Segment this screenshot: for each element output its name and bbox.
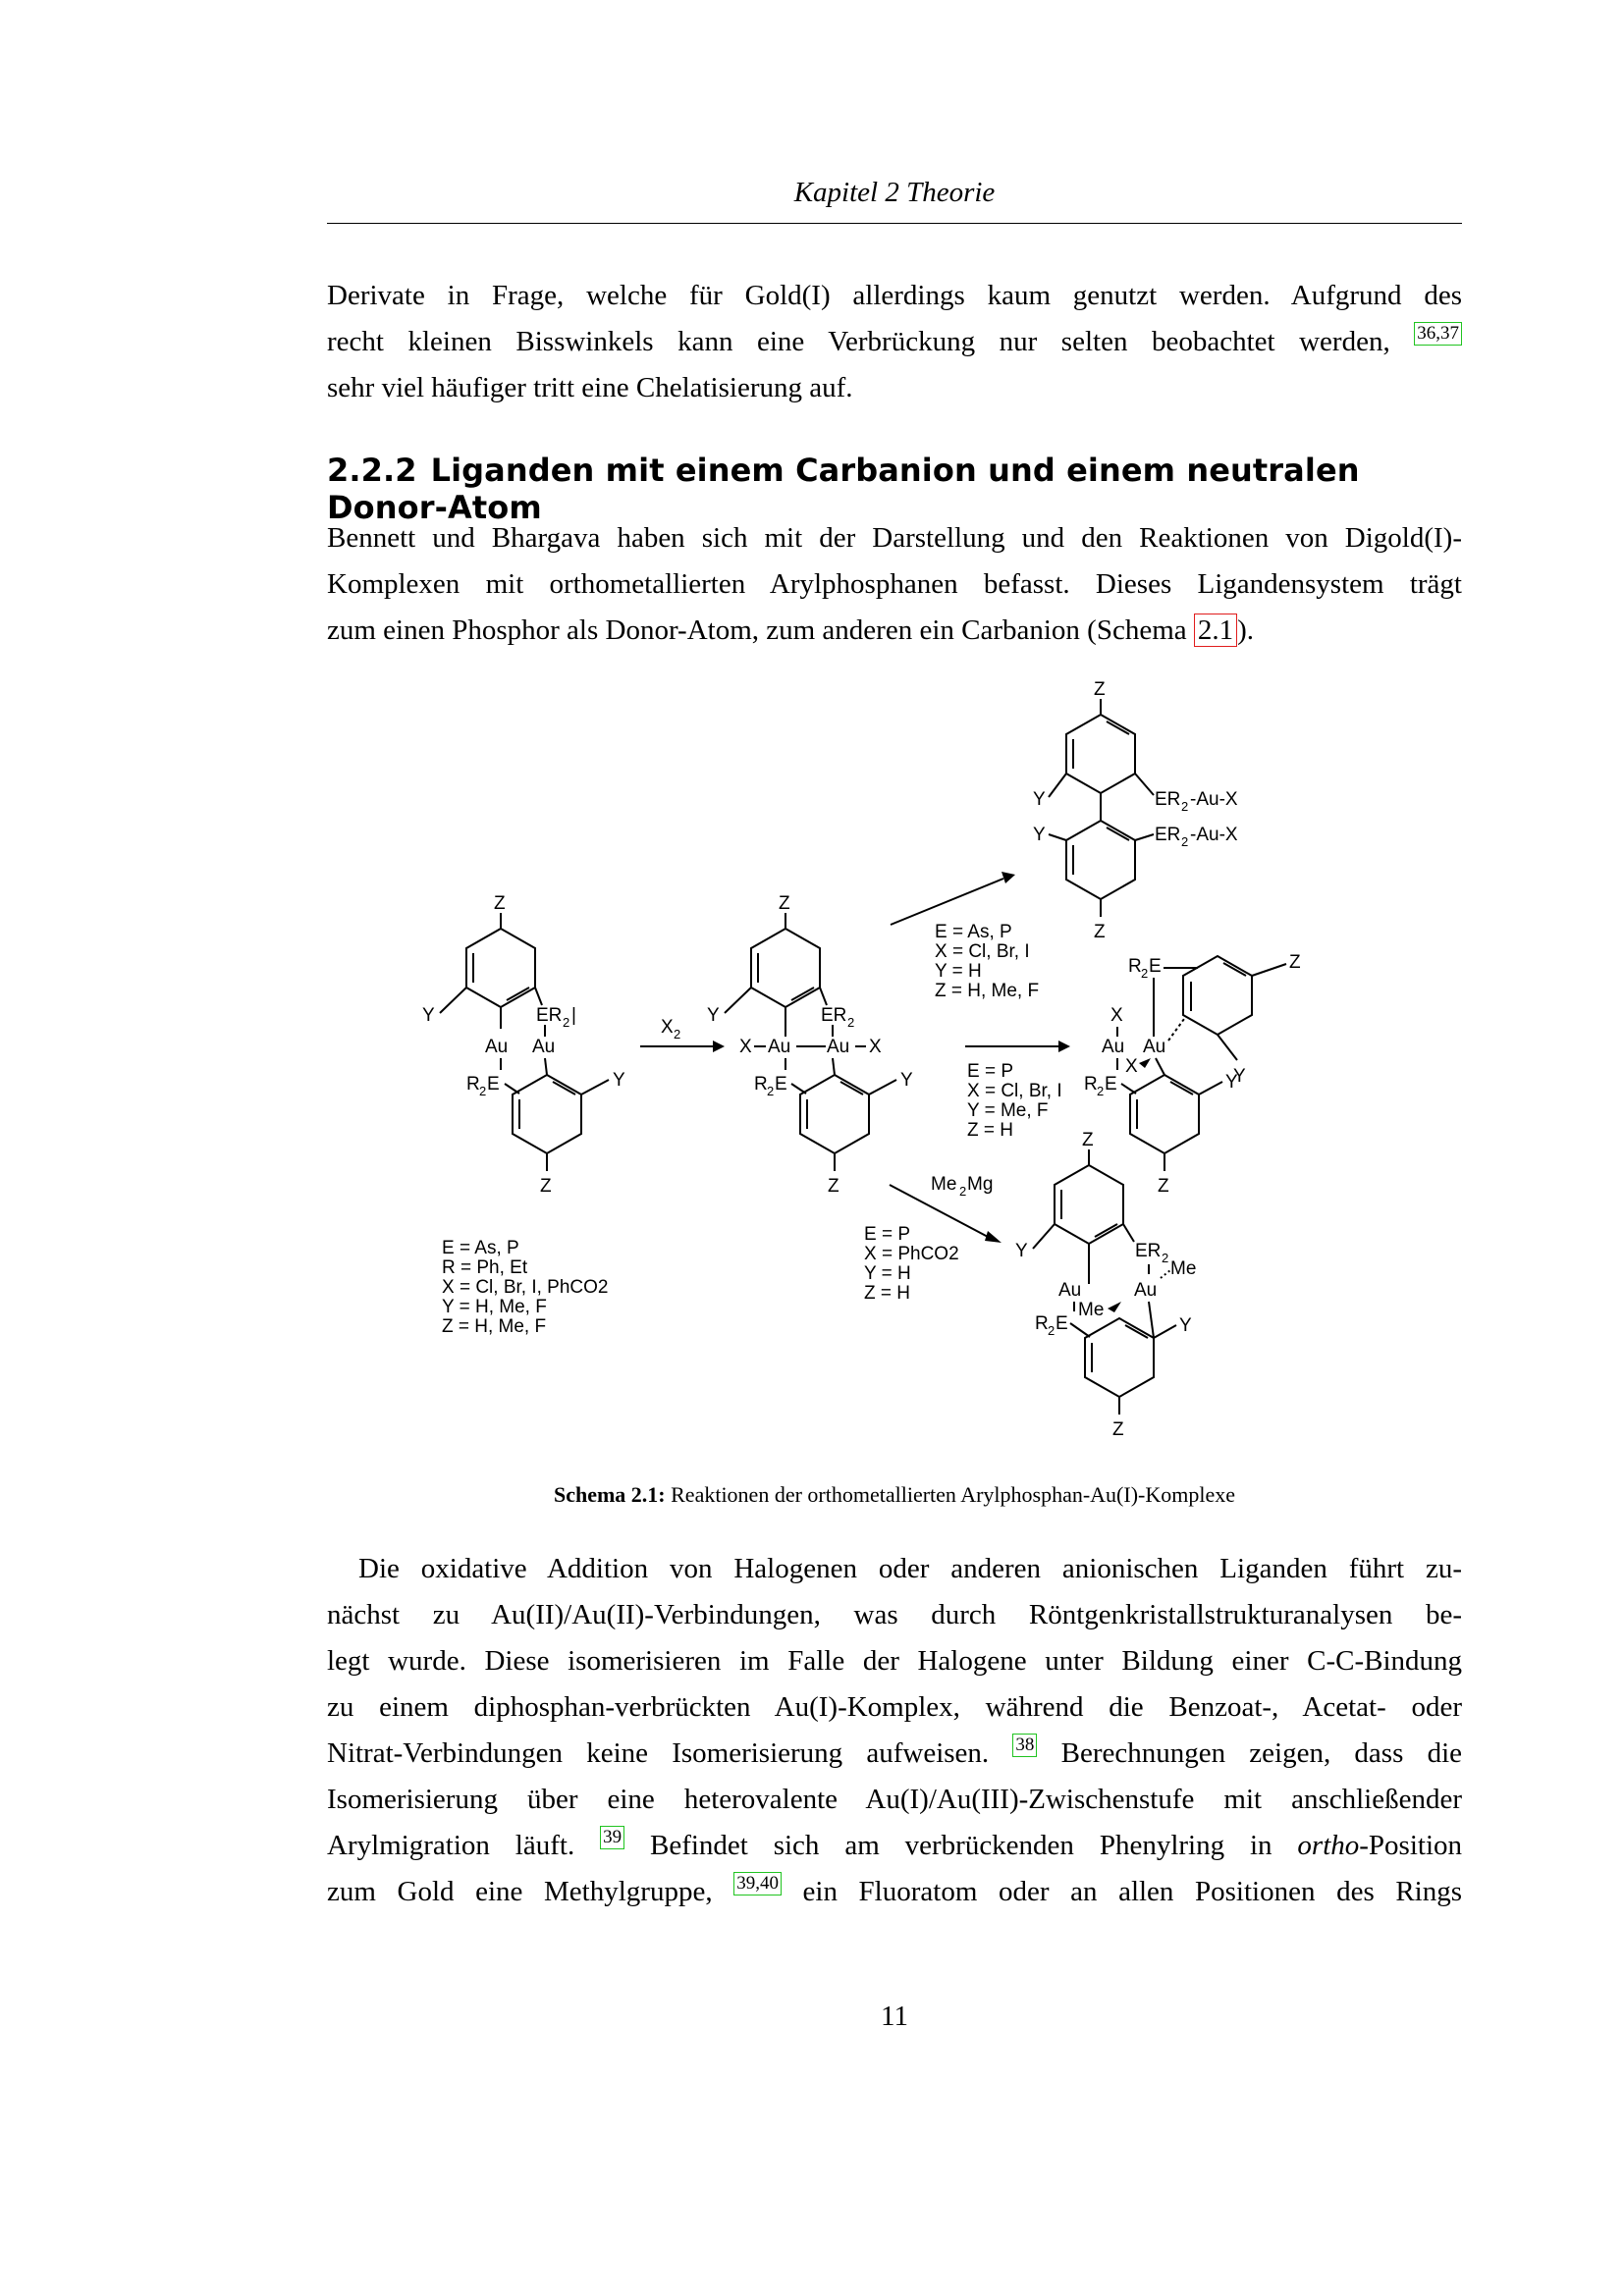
middle-conditions [967, 1061, 1062, 1141]
svg-text:Au: Au [1143, 1037, 1166, 1057]
page-number: 11 [881, 2001, 908, 2032]
svg-text:ER: ER [821, 1005, 847, 1026]
svg-text:Z = H, Me, F: Z = H, Me, F [935, 981, 1040, 1001]
svg-text:Y = H: Y = H [935, 961, 982, 982]
svg-text:ER: ER [1155, 825, 1181, 845]
au2-complex [707, 893, 913, 1197]
svg-text:2: 2 [563, 1015, 570, 1030]
biaryl-product [1033, 679, 1238, 942]
svg-text:X: X [869, 1037, 882, 1057]
section-title: Liganden mit einem Carbanion und einem neutralen Donor-Atom [327, 452, 1360, 526]
text-line: Derivate in Frage, welche für Gold(I) allerdings kaum genutzt werden. Aufgrund des [327, 280, 1462, 311]
svg-text:Mg: Mg [967, 1174, 994, 1195]
au1-au3-product [1084, 952, 1301, 1197]
intro-paragraph [327, 273, 1462, 411]
svg-text:R: R [1084, 1074, 1098, 1095]
svg-text:Au: Au [768, 1037, 791, 1057]
svg-text:E = As, P: E = As, P [442, 1238, 519, 1258]
svg-text:Z: Z [494, 893, 506, 914]
svg-text:Au: Au [485, 1037, 509, 1057]
svg-text:Z: Z [1289, 952, 1301, 973]
starting-complex [422, 893, 625, 1197]
svg-text:E: E [1056, 1313, 1068, 1334]
svg-text:Y: Y [707, 1005, 720, 1026]
svg-text:Au: Au [1134, 1280, 1158, 1301]
svg-text:2: 2 [959, 1184, 967, 1199]
text-line: zu einem diphosphan-verbrückten Au(I)-Komplex, während die Benzoat-, Acetat- oder [327, 1691, 1462, 1723]
svg-text:ER: ER [1135, 1241, 1162, 1261]
svg-text:R: R [1035, 1313, 1049, 1334]
svg-text:Au: Au [532, 1037, 556, 1057]
svg-text:Au: Au [1102, 1037, 1125, 1057]
section-paragraph [327, 515, 1462, 654]
arrow-to-biaryl [891, 879, 1003, 925]
svg-text:E = As, P: E = As, P [935, 922, 1012, 942]
svg-text:Z: Z [540, 1176, 552, 1197]
caption-text: Reaktionen der orthometallierten Arylphosphan-Au(I)-Komplexe [671, 1482, 1236, 1507]
text-fragment: Nitrat-Verbindungen keine Isomerisierung aufweisen. [327, 1737, 990, 1769]
svg-text:Y: Y [1033, 789, 1046, 810]
svg-text:2: 2 [1181, 799, 1189, 814]
svg-text:Y = Me, F: Y = Me, F [967, 1100, 1049, 1121]
svg-text:2: 2 [767, 1084, 775, 1098]
body-paragraph [327, 1546, 1462, 1915]
svg-text:E = P: E = P [864, 1224, 910, 1245]
text-line [327, 1823, 1462, 1869]
text-line: sehr viel häufiger tritt eine Chelatisierung auf. [327, 372, 853, 403]
svg-text:X = Cl, Br, I: X = Cl, Br, I [935, 941, 1030, 962]
svg-text:Au: Au [827, 1037, 850, 1057]
bottom-conditions [864, 1224, 959, 1304]
reagent-x2: X [661, 1017, 674, 1038]
svg-text:X: X [1125, 1056, 1138, 1077]
svg-text:E: E [1149, 956, 1162, 977]
citation-link[interactable]: 39 [600, 1826, 624, 1849]
svg-text:Z = H, Me, F: Z = H, Me, F [442, 1316, 547, 1337]
reagent-me2mg: Me [931, 1174, 957, 1195]
svg-text:|: | [571, 1005, 576, 1026]
svg-text:Y: Y [900, 1070, 913, 1091]
text-line [327, 1869, 1462, 1915]
svg-text:Y: Y [1233, 1066, 1246, 1087]
top-conditions [935, 922, 1039, 1001]
dimethyl-product [1015, 1130, 1196, 1440]
text-line: legt wurde. Diese isomerisieren im Falle der Halogene unter Bildung einer C-C-Bindung [327, 1645, 1462, 1677]
italic-term: ortho [1297, 1830, 1360, 1861]
citation-link[interactable]: 36,37 [1414, 322, 1462, 346]
scheme-caption [327, 1482, 1462, 1508]
svg-text:Z: Z [1082, 1130, 1094, 1150]
svg-text:Y: Y [1179, 1315, 1192, 1336]
text-line: Bennett und Bhargava haben sich mit der Darstellung und den Reaktionen von Digold(I)- [327, 522, 1462, 554]
text-line: nächst zu Au(II)/Au(II)-Verbindungen, was durch Röntgenkristallstrukturanalysen be- [327, 1599, 1462, 1630]
svg-text:2: 2 [479, 1084, 487, 1098]
svg-text:2: 2 [1141, 966, 1149, 981]
svg-text:Z: Z [779, 893, 790, 914]
svg-text:X = Cl, Br, I: X = Cl, Br, I [967, 1081, 1062, 1101]
reaction-scheme [422, 677, 1326, 1472]
svg-text:2: 2 [1181, 834, 1189, 849]
svg-text:R: R [1128, 956, 1142, 977]
svg-text:X = PhCO2: X = PhCO2 [864, 1244, 959, 1264]
svg-text:R: R [754, 1074, 768, 1095]
svg-text:X: X [1110, 1005, 1123, 1026]
svg-text:R = Ph, Et: R = Ph, Et [442, 1257, 528, 1278]
running-header: Kapitel 2 Theorie [793, 177, 996, 208]
svg-text:Au: Au [1058, 1280, 1082, 1301]
svg-text:Me: Me [1170, 1258, 1197, 1279]
svg-text:ER: ER [1155, 789, 1181, 810]
text-line [327, 319, 1462, 365]
text-fragment: zum Gold eine Methylgruppe, [327, 1876, 713, 1907]
svg-text:2: 2 [1097, 1084, 1105, 1098]
svg-text:E = P: E = P [967, 1061, 1013, 1082]
svg-text:Y: Y [613, 1070, 625, 1091]
svg-text:Me: Me [1078, 1300, 1105, 1320]
text-fragment: zum einen Phosphor als Donor-Atom, zum anderen ein Carbanion (Schema [327, 614, 1194, 646]
svg-text:Y: Y [1225, 1072, 1238, 1093]
svg-text:E: E [1105, 1074, 1117, 1095]
caption-label: Schema 2.1: [553, 1482, 666, 1507]
text-fragment: ein Fluoratom oder an allen Positionen des Rings [781, 1876, 1463, 1907]
reaction-scheme-drawing [422, 677, 1326, 1472]
scheme-reference-link[interactable]: 2.1 [1194, 614, 1237, 647]
svg-text:Z: Z [828, 1176, 839, 1197]
svg-text:Y: Y [1033, 825, 1046, 845]
text-fragment: Arylmigration läuft. [327, 1830, 575, 1861]
svg-text:Y = H: Y = H [864, 1263, 911, 1284]
text-line [327, 608, 1462, 654]
svg-text:X: X [739, 1037, 752, 1057]
citation-link[interactable]: 39,40 [733, 1872, 782, 1896]
svg-text:Z: Z [1158, 1176, 1169, 1197]
text-line [327, 1731, 1462, 1777]
svg-text:Y = H, Me, F: Y = H, Me, F [442, 1297, 547, 1317]
svg-text:2: 2 [674, 1027, 681, 1041]
text-fragment: ). [1237, 614, 1255, 646]
text-line: Die oxidative Addition von Halogenen oder anderen anionischen Liganden führt zu- [358, 1553, 1462, 1584]
svg-text:2: 2 [847, 1015, 855, 1030]
text-fragment: Befindet sich am verbrückenden Phenylring in [624, 1830, 1298, 1861]
section-number: 2.2.2 [327, 452, 417, 489]
svg-text:E: E [775, 1074, 787, 1095]
svg-text:ER: ER [536, 1005, 563, 1026]
svg-text:2: 2 [1162, 1251, 1169, 1265]
citation-link[interactable]: 38 [1012, 1734, 1037, 1757]
svg-text:E: E [487, 1074, 500, 1095]
start-conditions [442, 1238, 608, 1337]
svg-text:2: 2 [1048, 1323, 1056, 1338]
svg-text:-Au-X: -Au-X [1190, 825, 1238, 845]
text-fragment: Berechnungen zeigen, dass die [1037, 1737, 1463, 1769]
header-rule [327, 223, 1462, 224]
text-fragment: -Position [1359, 1830, 1463, 1861]
svg-text:-Au-X: -Au-X [1190, 789, 1238, 810]
svg-text:Y: Y [422, 1005, 435, 1026]
text-line: Isomerisierung über eine heterovalente Au(I)/Au(III)-Zwischenstufe mit anschließender [327, 1784, 1462, 1815]
svg-text:R: R [466, 1074, 480, 1095]
svg-text:Y: Y [1015, 1241, 1028, 1261]
text-fragment: recht kleinen Bisswinkels kann eine Verbrückung nur selten beobachtet werden, [327, 326, 1390, 357]
svg-text:Z: Z [1112, 1419, 1124, 1440]
svg-text:X = Cl, Br, I, PhCO2: X = Cl, Br, I, PhCO2 [442, 1277, 609, 1298]
svg-text:Z = H: Z = H [864, 1283, 910, 1304]
svg-text:Z: Z [1094, 679, 1106, 700]
text-line: Komplexen mit orthometallierten Arylphosphanen befasst. Dieses Ligandensystem trägt [327, 568, 1462, 600]
svg-text:Z = H: Z = H [967, 1120, 1013, 1141]
svg-text:Z: Z [1094, 922, 1106, 942]
